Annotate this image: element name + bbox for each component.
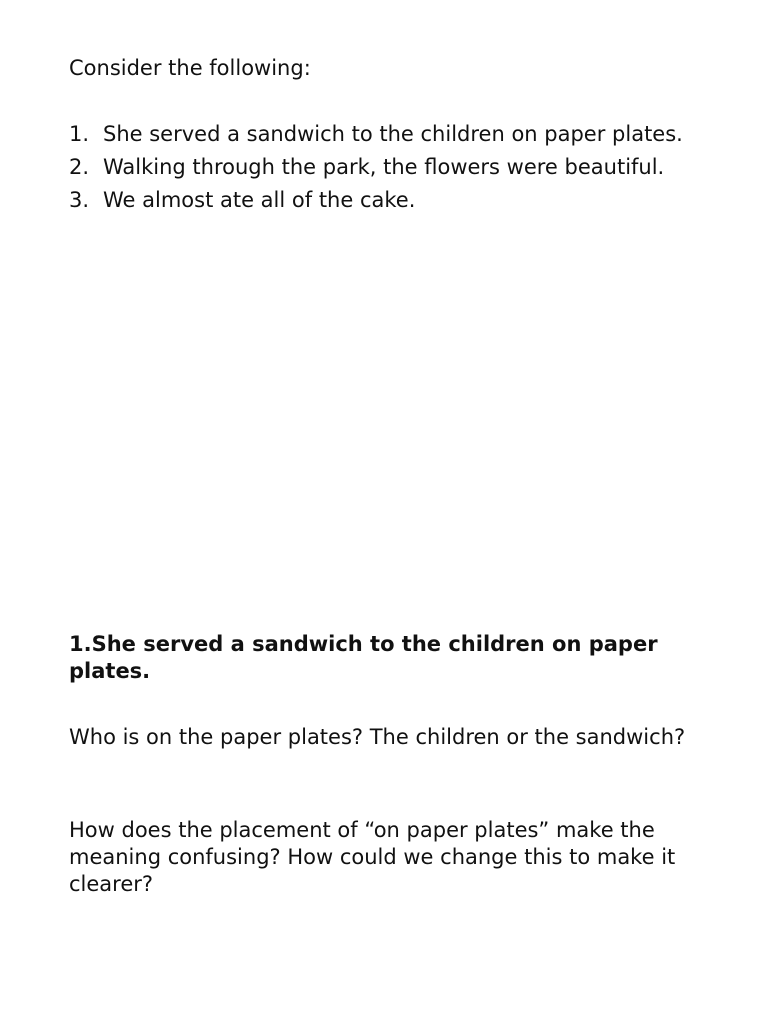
sentence-list bbox=[69, 121, 709, 220]
list-item-text: Walking through the park, the flowers were beautiful. bbox=[103, 155, 665, 179]
list-item-text: We almost ate all of the cake. bbox=[103, 188, 416, 212]
question-2: How does the placement of “on paper plates” make the meaning confusing? How could we change this to make it clearer? bbox=[69, 818, 676, 896]
list-item-number: 1. bbox=[69, 122, 90, 146]
intro-text: Consider the following: bbox=[69, 56, 311, 80]
list-item bbox=[69, 154, 709, 181]
list-item-number: 2. bbox=[69, 155, 90, 179]
list-item-number: 3. bbox=[69, 188, 90, 212]
question-1: Who is on the paper plates? The children or the sandwich? bbox=[69, 725, 686, 749]
list-item bbox=[69, 121, 709, 148]
list-item bbox=[69, 187, 709, 214]
list-item-text: She served a sandwich to the children on paper plates. bbox=[103, 122, 683, 146]
focus-heading: 1.She served a sandwich to the children on paper plates. bbox=[69, 632, 658, 683]
